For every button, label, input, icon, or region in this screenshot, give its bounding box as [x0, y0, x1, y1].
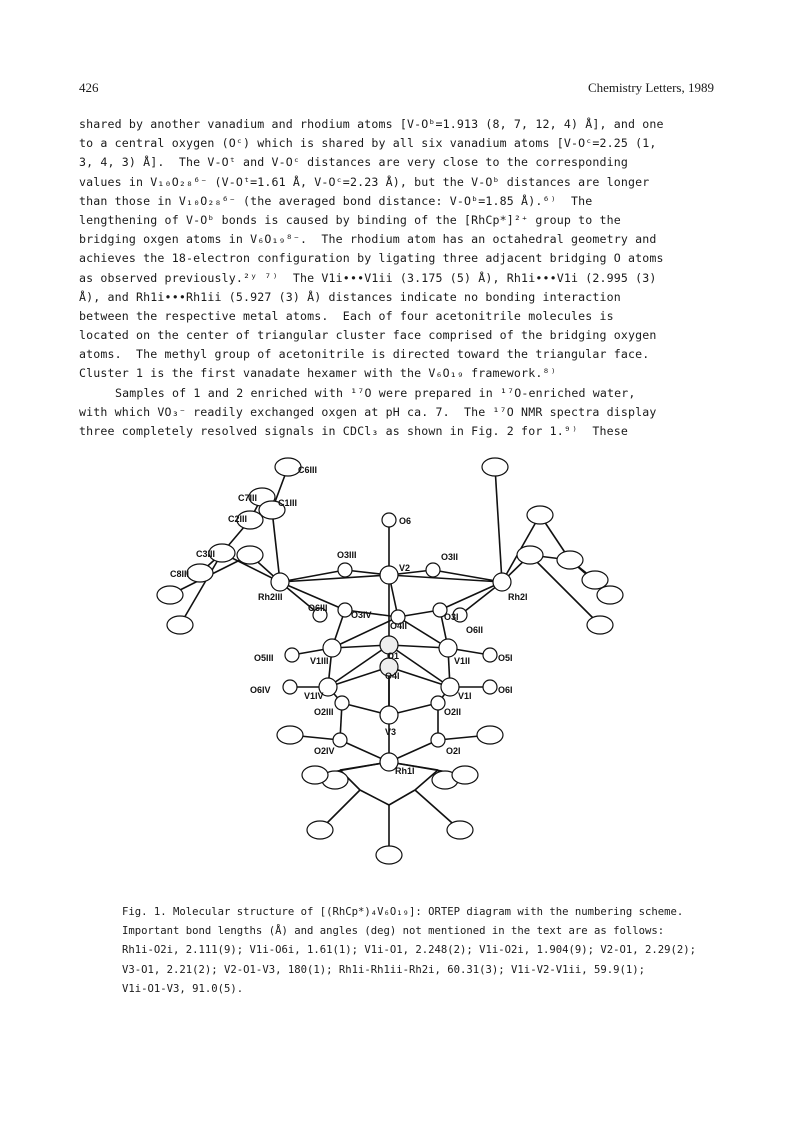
atom-ellipse: [441, 678, 459, 696]
bond-line: [389, 790, 415, 805]
atom-ellipse: [452, 766, 478, 784]
atom-label: O3I: [444, 612, 459, 622]
body-line: to a central oxygen (Oᶜ) which is shared by all six vanadium atoms [V-Oᶜ=2.25 (1,: [79, 136, 657, 151]
atom-label: O6II: [466, 625, 484, 635]
atom-label: O2IV: [314, 746, 335, 756]
atom-label: O5III: [254, 653, 274, 663]
atom-ellipse: [285, 648, 299, 662]
atom-label: C8III: [170, 569, 190, 579]
atom-label: O6I: [498, 685, 513, 695]
page-number: 426: [79, 80, 99, 95]
atom-ellipse: [582, 571, 608, 589]
journal-running-head: Chemistry Letters, 1989: [587, 80, 714, 95]
atom-ellipse: [597, 586, 623, 604]
bond-line: [360, 790, 389, 805]
figure-caption: [122, 903, 712, 999]
atom-ellipse: [431, 696, 445, 710]
atom-ellipse: [439, 639, 457, 657]
body-line: with which VO₃⁻ readily exchanged oxgen at pH ca. 7. The ¹⁷O NMR spectra display: [79, 404, 657, 419]
atom-ellipse: [426, 563, 440, 577]
atom-label: O3II: [441, 552, 459, 562]
atom-label: O6III: [308, 603, 328, 613]
body-line: between the respective metal atoms. Each of four acetonitrile molecules is: [79, 308, 614, 323]
body-line: values in V₁₀O₂₈⁶⁻ (V-Oᵗ=1.61 Å, V-Oᶜ=2.23 Å), but the V-Oᵇ distances are longer: [79, 174, 650, 189]
atom-label: V3: [385, 727, 397, 737]
atom-ellipse: [302, 766, 328, 784]
caption-line: V3-O1, 2.21(2); V2-O1-V3, 180(1); Rh1i-Rh1ii-Rh2i, 60.31(3); V1i-V2-V1ii, 59.9(1);: [122, 963, 645, 976]
atom-ellipse: [187, 564, 213, 582]
atom-ellipse: [376, 846, 402, 864]
atom-label: Rh1I: [395, 766, 415, 776]
atom-ellipse: [157, 586, 183, 604]
atom-ellipse: [237, 546, 263, 564]
atom-label: V1I: [458, 691, 472, 701]
page-header: [79, 80, 714, 96]
atom-label: O3IV: [351, 610, 372, 620]
atom-ellipse: [277, 726, 303, 744]
body-line: than those in V₁₀O₂₈⁶⁻ (the averaged bond distance: V-Oᵇ=1.85 Å).⁶⁾ The: [79, 193, 593, 208]
atom-ellipse: [380, 566, 398, 584]
atom-ellipse: [517, 546, 543, 564]
atom-ellipse: [431, 733, 445, 747]
body-line: achieves the 18-electron configuration by ligating three adjacent bridging O atoms: [79, 251, 664, 266]
body-line: shared by another vanadium and rhodium atoms [V-Oᵇ=1.913 (8, 7, 12, 4) Å], and one: [79, 117, 664, 131]
atom-ellipse: [557, 551, 583, 569]
atom-label: O4II: [390, 621, 408, 631]
bond-line: [272, 510, 280, 582]
atom-label: O2I: [446, 746, 461, 756]
atom-ellipse: [335, 696, 349, 710]
body-line: located on the center of triangular cluster face comprised of the bridging oxygen: [79, 328, 657, 343]
atom-ellipse: [338, 563, 352, 577]
ortep-figure: [140, 445, 660, 890]
body-line: 3, 4, 3) Å]. The V-Oᵗ and V-Oᶜ distances are very close to the corresponding: [79, 155, 629, 170]
atom-ellipse: [333, 733, 347, 747]
atom-ellipse: [283, 680, 297, 694]
body-line: atoms. The methyl group of acetonitrile is directed toward the triangular face.: [79, 347, 650, 362]
atom-ellipse: [587, 616, 613, 634]
atom-ellipse: [493, 573, 511, 591]
atom-ellipse: [380, 706, 398, 724]
atom-label: Rh2III: [258, 592, 283, 602]
atom-label: C1III: [278, 498, 298, 508]
body-line: Å), and Rh1i•••Rh1ii (5.927 (3) Å) distances indicate no bonding interaction: [79, 289, 621, 304]
caption-line: Rh1i-O2i, 2.111(9); V1i-O6i, 1.61(1); V1i-O1, 2.248(2); V1i-O2i, 1.904(9); V2-O1, 2.29(2);: [122, 944, 697, 957]
atom-label: V1IV: [304, 691, 324, 701]
atom-ellipse: [527, 506, 553, 524]
body-line: lengthening of V-Oᵇ bonds is caused by binding of the [RhCp*]²⁺ group to the: [79, 212, 621, 227]
body-text: [79, 115, 719, 441]
body-line: as observed previously.²ʸ ⁷⁾ The V1i•••V1ii (3.175 (5) Å), Rh1i•••V1i (2.995 (3): [79, 270, 657, 285]
atom-ellipse: [382, 513, 396, 527]
atom-label: V1II: [454, 656, 471, 666]
atom-label: O4I: [385, 671, 400, 681]
atom-ellipse: [271, 573, 289, 591]
atom-label: O3III: [337, 550, 357, 560]
body-line: Cluster 1 is the first vanadate hexamer with the V₆O₁₉ framework.⁸⁾: [79, 366, 557, 381]
caption-line: V1i-O1-V3, 91.0(5).: [122, 982, 244, 995]
atom-label: C3III: [196, 549, 216, 559]
ortep-diagram: [140, 445, 660, 890]
atom-ellipse: [483, 680, 497, 694]
caption-line: Fig. 1. Molecular structure of [(RhCp*)₄V₆O₁₉]: ORTEP diagram with the numbering scheme.: [122, 906, 684, 918]
atom-ellipse: [167, 616, 193, 634]
atom-label: V1III: [310, 656, 329, 666]
atom-ellipse: [482, 458, 508, 476]
atom-label: V2: [399, 563, 411, 573]
atom-label: O5I: [498, 653, 513, 663]
atom-label: O6: [399, 516, 412, 526]
atom-label: O2III: [314, 707, 334, 717]
atom-ellipse: [338, 603, 352, 617]
body-line: three completely resolved signals in CDCl₃ as shown in Fig. 2 for 1.⁹⁾ These: [79, 424, 629, 438]
atom-label: Rh2I: [508, 592, 528, 602]
atom-ellipse: [483, 648, 497, 662]
atom-ellipse: [307, 821, 333, 839]
body-line: Samples of 1 and 2 enriched with ¹⁷O were prepared in ¹⁷O-enriched water,: [115, 385, 636, 400]
atom-ellipse: [323, 639, 341, 657]
atom-label: C7III: [238, 493, 258, 503]
atom-label: C2III: [228, 514, 248, 524]
atom-label: O2II: [444, 707, 462, 717]
atom-label: O1: [387, 651, 400, 661]
bond-line: [328, 667, 389, 687]
atom-label: O6IV: [250, 685, 271, 695]
caption-line: Important bond lengths (Å) and angles (deg) not mentioned in the text are as follows:: [122, 925, 665, 938]
atom-ellipse: [447, 821, 473, 839]
body-line: bridging oxgen atoms in V₆O₁₉⁸⁻. The rhodium atom has an octahedral geometry and: [79, 232, 657, 247]
atom-label: C6III: [298, 465, 318, 475]
atom-ellipse: [477, 726, 503, 744]
bond-line: [495, 467, 502, 582]
